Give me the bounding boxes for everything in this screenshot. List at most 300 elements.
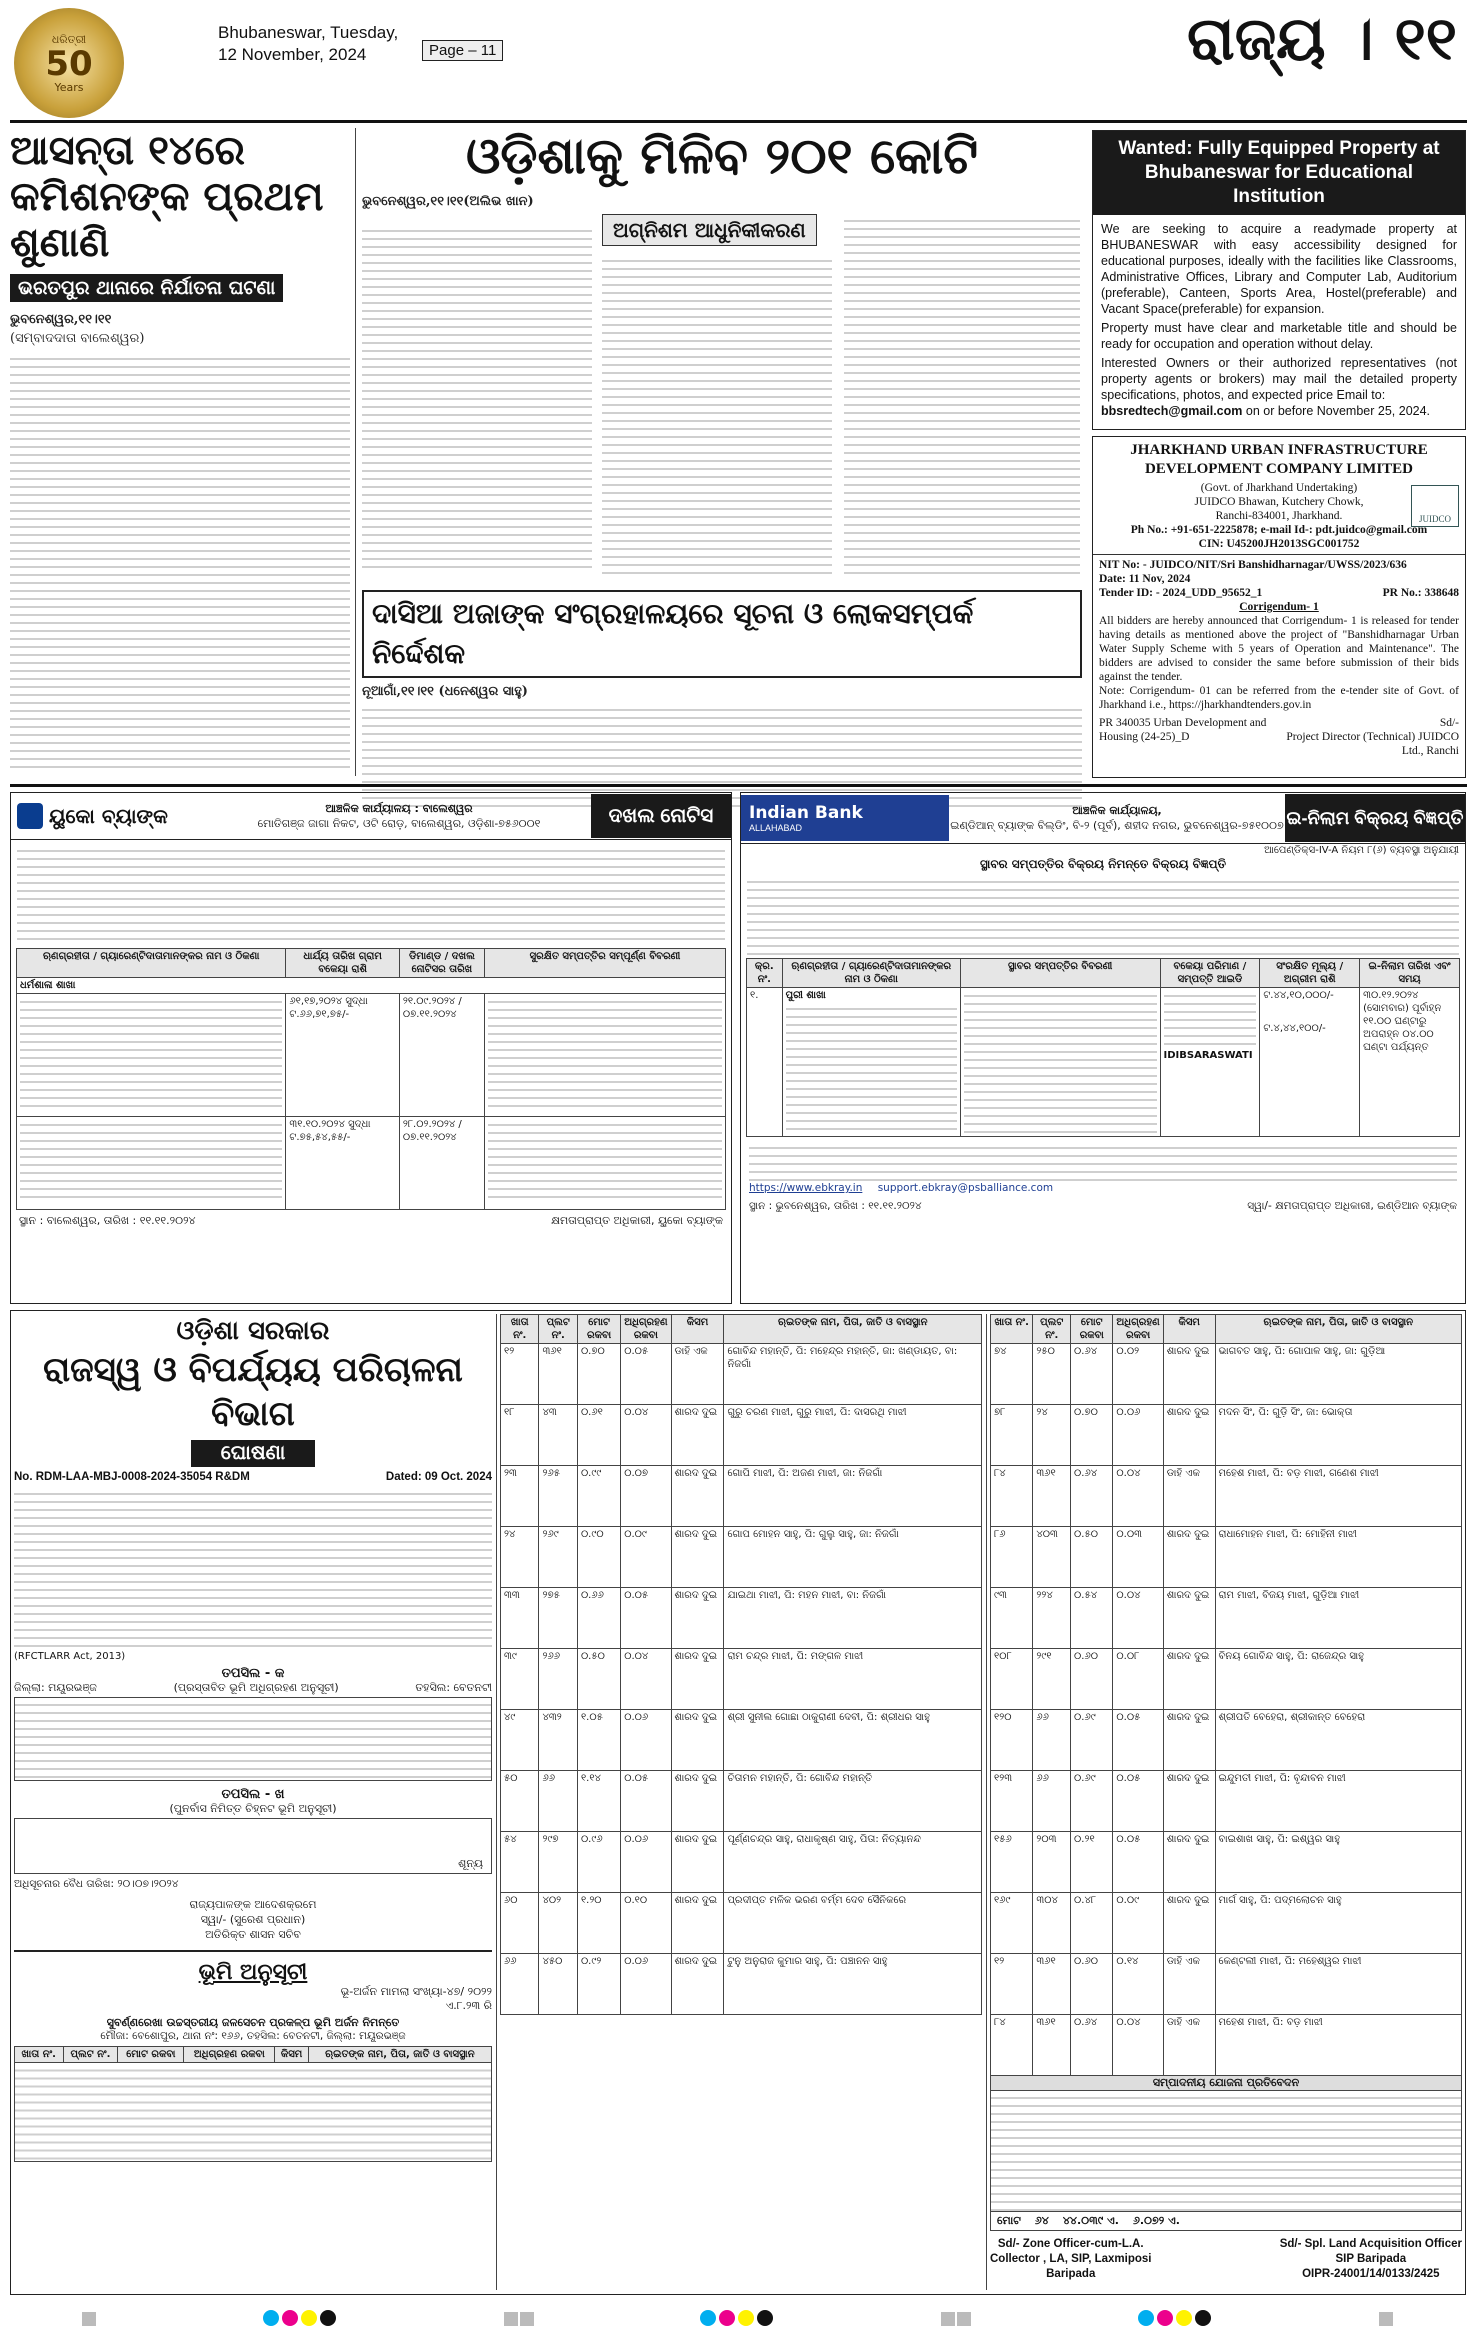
logo-years: 50 [45, 43, 93, 84]
left-cell: ୦.୫୦ [577, 1649, 620, 1710]
right-cell: ୨୦୩ [1033, 1832, 1071, 1893]
ad-uco-prop-2-text [488, 1118, 722, 1204]
ad-ib-property-text [964, 989, 1157, 1135]
logo-sub: Years [54, 80, 84, 94]
left-cell: ୦.୦୫ [621, 1771, 671, 1832]
story1-subhead: ଭରତପୁର ଥାନାରେ ନିର୍ଯାତନା ଘଟଣା [10, 274, 283, 302]
right-cell: ୦.୬୦ [1071, 1954, 1113, 2015]
ad-ib-head-row [747, 959, 1460, 988]
ad-uco-col4: ସୁରକ୍ଷିତ ସମ୍ପତ୍ତିର ସମ୍ପୂର୍ଣ୍ଣ ବିବରଣୀ [484, 949, 725, 978]
ad-jh-title: JHARKHAND URBAN INFRASTRUCTURE DEVELOPMENT COMPANY LIMITED [1130, 442, 1428, 477]
ad-uco-borrower-1-text [20, 995, 282, 1111]
table-row [991, 1710, 1462, 1771]
right-cell: ୨୪ [1033, 1405, 1071, 1466]
left-cell: ୪୫୦ [539, 1954, 577, 2015]
ad-ib-property [960, 988, 1160, 1137]
land-sig-right-1: Sd/- Spl. Land Acquisition Officer [1279, 2238, 1462, 2250]
left-cell: ୦.୦୫ [621, 1588, 671, 1649]
ad-ib-amount [1160, 988, 1260, 1137]
land-small-h0: ଖାତା ନଂ. [15, 2047, 64, 2063]
left-cell: ଶାରଦ ଦୁଇ [671, 1466, 724, 1527]
right-cell: ଡାହି ଏକ [1163, 1954, 1215, 2015]
right-cell: ୦.୦୫ [1113, 1832, 1163, 1893]
govt-district: ଜିଲ୍ଲା: ମୟୂରଭଞ୍ଜ [14, 1681, 97, 1694]
left-cell: ଶ୍ରୀ ସୁନୀଲ ଗୋଛା ଠାକୁରାଣୀ ଦେବୀ, ପି: ଶ୍ରୀଧର ସାହୁ [724, 1710, 982, 1771]
land-table-left-small-head [15, 2047, 492, 2063]
land-sig-right [1280, 2237, 1462, 2282]
reg-gray-1 [82, 2311, 98, 2330]
ad-ib-footer [741, 1137, 1465, 1217]
land-small-body [15, 2063, 492, 2162]
land-table-middle [500, 1314, 982, 2290]
ad-wanted-deadline: on or before November 25, 2024. [1245, 404, 1431, 418]
right-cell: ୦.୦୬ [1113, 1405, 1163, 1466]
govt-signed2: ସ୍ୱା/- (ସୁରେଶ ପ୍ରଧାନ) [200, 1913, 306, 1926]
ad-ib-col4: ବକେୟା ପରିମାଣ / ସମ୍ପତ୍ତି ଆଇଡି [1160, 959, 1260, 988]
story2-dateline: ଭୁବନେଶ୍ୱର,୧୧।୧୧(ଅଲିଭ ଖାନ) [362, 194, 534, 209]
left-cell: ୨୬୯ [539, 1527, 577, 1588]
land-total-row [990, 2212, 1462, 2231]
left-cell: ଶାରଦ ଦୁଇ [671, 1832, 724, 1893]
right-cell: ୦.୦୯ [1113, 1893, 1163, 1954]
land-total-label: ମୋଟ [997, 2214, 1021, 2227]
right-cell: ବାଇଶାଖ ସାହୁ, ପି: ଇଶ୍ୱର ସାହୁ [1215, 1832, 1461, 1893]
table-row [15, 2063, 492, 2162]
govt-title1: ଓଡ଼ିଶା ସରକାର [176, 1316, 330, 1346]
section-label: ରାଜ୍ୟ । [1187, 4, 1374, 74]
story3-dateline: ନୂଆଗାଁ,୧୧।୧୧ (ଧନେଶ୍ୱର ସାହୁ) [362, 684, 528, 699]
govt-col-divider-2 [986, 1314, 987, 2290]
govt-case-date: ଏ.୮.୨୩ ରି [445, 1999, 492, 2012]
left-cell: ୨୩ [501, 1466, 539, 1527]
table-row [501, 1954, 982, 2015]
ad-ib-id: IDIBSARASWATI [1163, 1050, 1253, 1061]
right-cell: ୦.୬୪ [1071, 1344, 1113, 1405]
ad-uco-prop-2 [484, 1117, 725, 1210]
ad-wanted-email[interactable]: bbsredtech@gmail.com [1101, 404, 1243, 418]
right-cell: ଶ୍ରୀପତି ବେହେରା, ଶ୍ରୀକାନ୍ତ ବେହେରା [1215, 1710, 1461, 1771]
ad-uco-date-2: ୨୮.୦୨.୨୦୨୪ / ୦୭.୧୧.୨୦୨୪ [399, 1117, 484, 1210]
left-cell: ୦.୯୯ [577, 1466, 620, 1527]
right-cell: ୩୬୧ [1033, 2015, 1071, 2076]
land-sig-right-3: OIPR-24001/14/0133/2425 [1302, 2268, 1440, 2280]
land-sig-left-3: Baripada [1046, 2268, 1096, 2280]
left-cell: ଗୋପ ମୋହନ ସାହୁ, ପି: ଗୁଲୁ ସାହୁ, ଜା: ନିଜଗାଁ [724, 1527, 982, 1588]
land-rh3: ଅଧିଗ୍ରହଣ ରକବା [1113, 1315, 1163, 1344]
right-cell: ୦.୧୪ [1113, 1954, 1163, 2015]
ad-uco-place: ସ୍ଥାନ : ବାଲେଶ୍ୱର, ତାରିଖ : ୧୧.୧୧.୨୦୨୪ [19, 1214, 196, 1227]
govt-nil: ଶୂନ୍ୟ [458, 1857, 483, 1870]
table-row [991, 2015, 1462, 2076]
ad-ib-amount-text [1164, 989, 1257, 1049]
left-cell: ୦.୯୨ [577, 1954, 620, 2015]
print-registration-marks [0, 2305, 1477, 2335]
land-h0: ଖାତା ନଂ. [501, 1315, 539, 1344]
ad-ib-col1: କ୍ର. ନଂ. [747, 959, 783, 988]
right-cell: ୦.୭୦ [1071, 1405, 1113, 1466]
ad-uco-borrower-1 [17, 994, 286, 1117]
land-total-plots: ୬୪ [1034, 2214, 1049, 2227]
left-cell: ୨୯୭ [539, 1832, 577, 1893]
ad-ib-reserve [1260, 988, 1360, 1137]
govt-signed: ରାଜ୍ୟପାଳଙ୍କ ଆଦେଶକ୍ରମେ [189, 1898, 317, 1911]
land-table-right-wrap [990, 1314, 1462, 2290]
story2-headline: ଓଡ଼ିଶାକୁ ମିଳିବ ୨୦୧ କୋଟି [465, 127, 979, 185]
ad-jh-contact: Ph No.: +91-651-2225878; e-mail Id-: pdt.juidco@gmail.com [1130, 524, 1428, 536]
left-cell: ଶାରଦ ଦୁଇ [671, 1771, 724, 1832]
ad-uco-office-block [207, 801, 591, 831]
land-right-rows [991, 1344, 1462, 2076]
left-cell: ଟୁନୁ ଅନୁରାଜ କୁମାର ସାହୁ, ପି: ପଞ୍ଚାନନ ସାହୁ [724, 1954, 982, 2015]
land-small-h4: କିସମ [275, 2047, 308, 2063]
dateline-date: 12 November, 2024 [218, 45, 367, 64]
left-cell: ୦.୯୦ [577, 1527, 620, 1588]
story2-subhead: ଅଗ୍ନିଶମ ଆଧୁନିକୀକରଣ [602, 214, 817, 246]
land-rh2: ମୋଟ ରକବା [1071, 1315, 1113, 1344]
ad-wanted-property [1092, 130, 1466, 430]
ad-uco-branch: ଧର୍ମଶାଳା ଶାଖା [17, 978, 726, 994]
ad-uco-col1: ଋଣଗ୍ରହୀତା / ଗ୍ୟାରେଣ୍ଟିଦାତାମାନଙ୍କର ନାମ ଓ ଠିକଣା [17, 949, 286, 978]
ad-wanted-p3: Interested Owners or their authorized representatives (not property agents or brokers) may mail the detailed property specifications, photos, and expected price Email to: [1101, 356, 1457, 402]
table-row [991, 1405, 1462, 1466]
right-cell: ୦.୦୪ [1113, 2015, 1163, 2076]
reg-cmyk-1 [263, 2310, 339, 2330]
ad-uco-col3: ଡିମାଣ୍ଡ / ଦଖଲ ନୋଟିସର ତାରିଖ [399, 949, 484, 978]
left-cell: ଶାରଦ ଦୁଇ [671, 1893, 724, 1954]
right-cell: ୦.୪୮ [1071, 1893, 1113, 1954]
ad-ib-header [741, 793, 1465, 844]
right-cell: ଶାରଦ ଦୁଇ [1163, 1527, 1215, 1588]
govt-preamble [14, 1487, 492, 1647]
land-subheading: ସମ୍ପାଦନୀୟ ଯୋଜନା ପ୍ରତିବେଦନ [990, 2076, 1462, 2091]
ad-jh-subheader [1093, 481, 1465, 555]
ad-ib-col6: ଇ-ନିଲାମ ତାରିଖ ଏବଂ ସମୟ [1360, 959, 1460, 988]
right-cell: ୧୨୦ [991, 1710, 1033, 1771]
ad-ib-logo-en: Indian Bank [749, 803, 863, 823]
right-cell: ଶାରଦ ଦୁଇ [1163, 1771, 1215, 1832]
left-cell: ପ୍ରଦୀପ୍ତ ମଳିକ ଭରଣ ବର୍ମ୍ମ ଦେବ ସୈନିକରେ [724, 1893, 982, 1954]
left-cell: ଶାରଦ ଦୁଇ [671, 1649, 724, 1710]
right-cell: ଶାରଦ ଦୁଇ [1163, 1588, 1215, 1649]
land-rh0: ଖାତା ନଂ. [991, 1315, 1033, 1344]
left-cell: ୦.୦୫ [621, 1344, 671, 1405]
indian-bank-logo-icon [741, 795, 949, 841]
ad-ib-table [746, 958, 1460, 1137]
ad-uco-header [11, 793, 731, 840]
ad-ib-place: ସ୍ଥାନ : ଭୁବନେଶ୍ୱର, ତାରିଖ : ୧୧.୧୧.୨୦୨୪ [749, 1200, 922, 1212]
govt-purpose: ସୁବର୍ଣ୍ଣରେଖା ଉଚ୍ଚସ୍ତରୀୟ ଜଳସେଚନ ପ୍ରକଳ୍ପ ଭୂମି ଅର୍ଜନ ନିମନ୍ତେ [106, 2016, 400, 2029]
ad-uco-title: ଦଖଲ ନୋଟିସ [591, 794, 731, 838]
right-cell: ଶାରଦ ଦୁଇ [1163, 1649, 1215, 1710]
ad-uco-table [16, 948, 726, 1210]
left-cell: ୧.୦୫ [577, 1710, 620, 1771]
right-cell: ଶାରଦ ଦୁଇ [1163, 1893, 1215, 1954]
table-row [501, 1405, 982, 1466]
ad-uco-prop-1 [484, 994, 725, 1117]
table-row [501, 1771, 982, 1832]
ad-ib-sign-row [749, 1199, 1457, 1213]
ad-jh-sub2: JUIDCO Bhawan, Kutchery Chowk, [1194, 496, 1364, 508]
land-table-right-head [991, 1315, 1462, 1344]
land-sig-left-2: Collector , LA, SIP, Laxmiposi [990, 2253, 1152, 2265]
ad-ib-office-block [949, 803, 1285, 833]
govt-col-divider-1 [496, 1314, 497, 2290]
ad-jh-signatory: Project Director (Technical) JUIDCO Ltd., Ranchi [1286, 731, 1459, 757]
story2-col1 [362, 224, 592, 574]
table-row [991, 1649, 1462, 1710]
ad-ib-col5: ସଂରକ୍ଷିତ ମୂଲ୍ୟ / ଅଗ୍ରୀମ ରାଶି [1260, 959, 1360, 988]
right-cell: ଶାରଦ ଦୁଇ [1163, 1710, 1215, 1771]
story1-headline-2: କମିଶନଙ୍କ ପ୍ରଥମ ଶୁଣାଣି [10, 174, 324, 266]
ad-uco-prop-1-text [488, 995, 722, 1111]
land-total-acq: ୬.୦୭୨ ଏ. [1132, 2214, 1180, 2227]
govt-left-column [14, 1314, 492, 2290]
govt-law: (RFCTLARR Act, 2013) [14, 1651, 126, 1662]
left-cell: ୦.୬୬ [577, 1588, 620, 1649]
story1-headline-1: ଆସନ୍ତା ୧୪ରେ [10, 128, 245, 174]
section-title [1187, 6, 1457, 72]
table-row [17, 1117, 726, 1210]
ad-ib-signatory: ସ୍ୱା/- କ୍ଷମତାପ୍ରାପ୍ତ ଅଧିକାରୀ, ଇଣ୍ଡିଆନ ବ୍ୟାଙ୍କ [1247, 1200, 1457, 1212]
dateline [218, 22, 398, 66]
govt-schedule-a-meta [14, 1681, 492, 1695]
ad-ib-emd: ଟ.୪,୪୪,୧୦୦/- [1263, 1023, 1326, 1034]
land-left-rows [501, 1344, 982, 2015]
left-cell: ୧.୨୦ [577, 1893, 620, 1954]
ad-jh-pr-footer: PR 340035 Urban Development and Housing (24-25)_D [1099, 717, 1267, 743]
left-cell: ୨୬୬ [539, 1649, 577, 1710]
story-odisha-201-crore [362, 124, 1082, 584]
land-h4: କିସମ [671, 1315, 724, 1344]
ad-jh-note: Note: Corrigendum- 01 can be referred from the e-tender site of Govt. of Jharkhand i.e., https://jharkhandtenders.gov.in [1099, 685, 1459, 711]
ad-jh-tender: Tender ID: - 2024_UDD_95652_1 [1099, 587, 1263, 599]
left-cell: ଡାହି ଏକ [671, 1344, 724, 1405]
right-cell: ୦.୫୦ [1071, 1527, 1113, 1588]
land-table-right [990, 1314, 1462, 2076]
right-cell: ୦.୦୩ [1113, 1527, 1163, 1588]
land-small-h3: ଅଧିଗ୍ରହଣ ରକବା [184, 2047, 275, 2063]
table-row [991, 1893, 1462, 1954]
uco-logo-icon [17, 803, 43, 829]
left-cell: ୪୩୨ [539, 1710, 577, 1771]
left-cell: ୧.୧୪ [577, 1771, 620, 1832]
ad-ib-borrower-text [786, 1002, 957, 1132]
left-cell: ପୂର୍ଣ୍ଣଚନ୍ଦ୍ର ସାହୁ, ରାଧାକୃଷ୍ଣ ସାହୁ, ପିତା: ନିତ୍ୟାନନ୍ଦ [724, 1832, 982, 1893]
left-cell: ୪୩ [539, 1405, 577, 1466]
ad-ib-email[interactable]: support.ebkray@psballiance.com [877, 1182, 1054, 1194]
dateline-city: Bhubaneswar, Tuesday, [218, 23, 399, 42]
story1-byline: (ସମ୍ବାଦଦାତା ବାଲେଶ୍ୱର) [10, 331, 145, 346]
left-cell: ୬୦ [501, 1893, 539, 1954]
ad-jh-ids [1099, 586, 1459, 600]
left-cell: ଚିତାମନ ମହାନ୍ତି, ପି: ଗୋବିନ୍ଦ ମହାନ୍ତି [724, 1771, 982, 1832]
left-cell: ଗୋପି ମାଝୀ, ପି: ଅଜଣ ମାଝୀ, ଜା: ନିଜଗାଁ [724, 1466, 982, 1527]
ad-uco-col2: ଧାର୍ଯ୍ୟ ତାରିଖ ଗ୍ରାମ ବକେୟା ରାଶି [286, 949, 399, 978]
right-cell: ୦.୬୪ [1071, 2015, 1113, 2076]
ad-wanted-title: Wanted: Fully Equipped Property at Bhubaneswar for Educational Institution [1093, 131, 1465, 215]
ad-jh-body [1093, 555, 1465, 761]
dharitri-50-years-logo [14, 8, 124, 118]
ad-jh-logo: JUIDCO [1418, 514, 1451, 524]
left-cell: ୦.୦୬ [621, 1710, 671, 1771]
govt-schedule-a-table [14, 1697, 492, 1781]
ad-wanted-body [1093, 215, 1465, 425]
right-cell: ୦.୬୦ [1071, 1649, 1113, 1710]
ad-uco-footer [11, 1210, 731, 1232]
right-cell: ୯୩ [991, 1588, 1033, 1649]
ad-uco-address: ମୋତିଗଞ୍ଜ ଜାଗା ନିକଟ, ଓଟି ରୋଡ଼, ବାଲେଶ୍ୱର, ଓଡ଼ିଶା-୭୫୬୦୦୧ [257, 817, 541, 830]
ad-wanted-p1: We are seeking to acquire a readymade property at BHUBANESWAR with easy accessibility designed for educational purposes, ideally with the facilities like Classrooms, Administrative Offices, Library and Computer Lab, Auditorium (preferable), Canteen, Sports Area, Hostel(preferable) and Vacant Space(preferable) for expansion. [1101, 222, 1457, 316]
land-rh4: କିସମ [1163, 1315, 1215, 1344]
page-tag: Page – 11 [422, 40, 503, 61]
table-row [17, 994, 726, 1117]
ad-ib-title: ଇ-ନିଲାମ ବିକ୍ରୟ ବିଜ୍ଞପ୍ତି [1285, 794, 1465, 842]
story3-headline: ଦାସିଆ ଅଜାଙ୍କ ସଂଗ୍ରହାଳୟରେ ସୂଚନା ଓ ଲୋକସମ୍ପର୍କ ନିର୍ଦ୍ଦେଶକ [362, 590, 1082, 678]
left-cell: ୨୪ [501, 1527, 539, 1588]
right-cell: ମଦନ ସିଂ, ପି: ଗୁଡ଼ି ସିଂ, ଜା: ଭୋକ୍ତା [1215, 1405, 1461, 1466]
ad-jh-pr: PR No.: 338648 [1382, 587, 1459, 599]
right-cell: ୩୦୪ [1033, 1893, 1071, 1954]
left-cell: ଯାଇଥା ମାଝୀ, ପି: ମହନ ମାଝୀ, ବା: ନିଜଗାଁ [724, 1588, 982, 1649]
left-cell: ୦.୧୦ [621, 1893, 671, 1954]
story-dasia-museum [362, 590, 1082, 778]
govt-ghoshana: ଘୋଷଣା [191, 1440, 316, 1467]
left-cell: ୦.୬୧ [577, 1405, 620, 1466]
story1-text-columns [10, 352, 350, 770]
land-rh5: ଋଇତଙ୍କ ନାମ, ପିତା, ଜାତି ଓ ବାସସ୍ଥାନ [1215, 1315, 1461, 1344]
right-cell: ୧୨ [991, 1954, 1033, 2015]
govt-divider [14, 1950, 492, 1952]
govt-no-row [14, 1471, 492, 1483]
land-table-left-small [14, 2046, 492, 2162]
govt-mouza: ମୌଜା: ବେଶୋପୁର, ଥାନା ନଂ: ୧୬୬, ତହସିଲ: ବେତନଟୀ, ଜିଲ୍ଲା: ମୟୂରଭଞ୍ଜ [100, 2030, 406, 2042]
left-cell: ୩୬୧ [539, 1344, 577, 1405]
ad-ib-intro [747, 875, 1459, 955]
ad-jharkhand-tender [1092, 436, 1466, 778]
story1-dateline: ଭୁବନେଶ୍ୱର,୧୧।୧୧ [10, 312, 112, 327]
govt-bhumi: ଭୂମି ଅନୁସୂଚୀ [198, 1960, 308, 1985]
ad-jh-sd: Sd/- [1439, 717, 1459, 729]
right-cell: ୬୬ [1033, 1771, 1071, 1832]
left-cell: ଗୋବିନ୍ଦ ମହାନ୍ତି, ପି: ମହେନ୍ଦ୍ର ମହାନ୍ତି, ଜା: ଖଣ୍ଡାୟତ, ବା: ନିଜଗାଁ [724, 1344, 982, 1405]
ad-uco-bank: ୟୁକୋ ବ୍ୟାଙ୍କ [49, 804, 168, 828]
right-cell: ଇନ୍ଦୁମତୀ ମାଝୀ, ପି: ବୃନ୍ଦାବନ ମାଝୀ [1215, 1771, 1461, 1832]
table-row [991, 1832, 1462, 1893]
ad-ib-sub: ଆପେଣ୍ଡିକ୍ସ-IV-A ନିୟମ ୮(୬) ବ୍ୟବସ୍ଥା ଅନୁଯାୟୀ [1264, 845, 1459, 856]
right-cell: ୦.୨୧ [1071, 1832, 1113, 1893]
ad-jh-sub3: Ranchi-834001, Jharkhand. [1215, 510, 1343, 522]
ad-uco-amt-1: ୬୧,୧୭,୨୦୨୪ ସୁଦ୍ଧା ଟ.୬୬,୭୧,୭୫/- [286, 994, 399, 1117]
ad-jh-footer [1099, 716, 1459, 758]
logo-text: ଧରିତ୍ରୀ [51, 32, 87, 46]
story1-body [10, 310, 350, 770]
right-cell: ୨୫୦ [1033, 1344, 1071, 1405]
land-small-h2: ମୋଟ ରକବା [118, 2047, 184, 2063]
right-cell: ୮୪ [991, 1466, 1033, 1527]
govt-dated: Dated: 09 Oct. 2024 [385, 1471, 492, 1483]
column-divider [355, 128, 356, 776]
left-cell: ୬୬ [539, 1771, 577, 1832]
ad-ib-website[interactable]: https://www.ebkray.in [749, 1182, 863, 1194]
story2-col2 [602, 254, 832, 574]
table-row [501, 1893, 982, 1954]
right-cell: ରାଧାମୋହନ ମାଝୀ, ପି: ମୋହିନୀ ମାଝୀ [1215, 1527, 1461, 1588]
govt-schedule-a-sub: (ପ୍ରସ୍ତାବିତ ଭୂମି ଅଧିଗ୍ରହଣ ଅନୁସୂଚୀ) [173, 1681, 339, 1694]
land-signatures [990, 2237, 1462, 2282]
right-cell: ଶାରଦ ଦୁଇ [1163, 1405, 1215, 1466]
ad-uco-branch-row [17, 978, 726, 994]
ad-wanted-p2: Property must have clear and marketable title and should be ready for occupation and operation without delay. [1101, 321, 1457, 351]
ad-uco-date-1: ୨୧.୦୯.୨୦୨୪ / ୦୭.୧୧.୨୦୨୪ [399, 994, 484, 1117]
right-cell: ୧୫୬ [991, 1832, 1033, 1893]
land-h5: ଋଇତଙ୍କ ନାମ, ପିତା, ଜାତି ଓ ବାସସ୍ଥାନ [724, 1315, 982, 1344]
ad-jh-sign [1286, 716, 1459, 758]
right-cell: ଡାହି ଏକ [1163, 2015, 1215, 2076]
govt-case: ଭୂ-ଅର୍ଜନ ମାମଲା ସଂଖ୍ୟା-୪୭/ ୨୦୨୨ [340, 1985, 492, 1998]
ad-ib-borrower [782, 988, 960, 1137]
ad-jh-date: Date: 11 Nov, 2024 [1099, 573, 1191, 585]
ad-ib-col3: ସ୍ଥାବର ସମ୍ପତ୍ତିର ବିବରଣୀ [960, 959, 1160, 988]
juidco-logo-icon [1411, 485, 1459, 527]
right-cell: ଶାରଦ ଦୁଇ [1163, 1344, 1215, 1405]
left-cell: ୧୨ [501, 1344, 539, 1405]
left-cell: ୦.୦୬ [621, 1832, 671, 1893]
left-cell: ଗୁରୁ ଚରଣ ମାଝୀ, ଗୁରୁ ମାଝୀ, ପି: ଦାସରଥି ମାଝୀ [724, 1405, 982, 1466]
ad-ib-auction-date: ୩୦.୧୨.୨୦୨୪ (ସୋମବାର) ପୂର୍ବାହ୍ନ ୧୧.୦୦ ଘଣ୍ଟାରୁ ଅପରାହ୍ନ ୦୪.୦୦ ଘଣ୍ଟା ପର୍ଯ୍ୟନ୍ତ [1360, 988, 1460, 1137]
left-cell: ରାମ ଚନ୍ଦ୍ର ମାଝୀ, ପି: ମଙ୍ଗଳ ମାଝୀ [724, 1649, 982, 1710]
right-cell: ୦.୦୨ [1113, 1344, 1163, 1405]
right-cell: ୦.୫୪ [1071, 1588, 1113, 1649]
left-cell: ଶାରଦ ଦୁଇ [671, 1710, 724, 1771]
right-cell: ୩୬୧ [1033, 1466, 1071, 1527]
govt-schedule-b-table [14, 1818, 492, 1874]
land-table-left [500, 1314, 982, 2015]
left-cell: ୬୬ [501, 1954, 539, 2015]
govt-ghoshana-wrap [14, 1440, 492, 1467]
right-cell: ୧୬୯ [991, 1893, 1033, 1954]
table-row [991, 1771, 1462, 1832]
ad-uco-intro [17, 844, 725, 944]
right-cell: ୦.୦୫ [1113, 1710, 1163, 1771]
ad-uco-amt-2: ୩୧.୧୦.୨୦୨୪ ସୁଦ୍ଧା ଟ.୭୫,୫୪,୫୫/- [286, 1117, 399, 1210]
ad-uco-head-row [17, 949, 726, 978]
right-cell: କେଣ୍ଟଲୀ ମାଝୀ, ପି: ମହେଶ୍ୱର ମାଝୀ [1215, 1954, 1461, 2015]
right-cell: ୦.୬୯ [1071, 1771, 1113, 1832]
land-table-head [501, 1315, 982, 1344]
right-cell: ମହେଶ ମାଝୀ, ପି: ବଡ଼ ମାଝୀ, ଗଣେଶ ମାଝୀ [1215, 1466, 1461, 1527]
left-cell: ୦.୦୯ [621, 1527, 671, 1588]
left-cell: ୨୭୫ [539, 1588, 577, 1649]
right-cell: ୧୦୮ [991, 1649, 1033, 1710]
land-h1: ପ୍ଲଟ ନଂ. [539, 1315, 577, 1344]
reg-gray-4 [1379, 2311, 1395, 2330]
land-sig-left [990, 2237, 1151, 2282]
ad-uco-office: ଆଞ୍ଚଳିକ କାର୍ଯ୍ୟାଳୟ : ବାଲେଶ୍ୱର [325, 802, 473, 815]
right-cell: ୮୪ [991, 2015, 1033, 2076]
land-h2: ମୋଟ ରକବା [577, 1315, 620, 1344]
table-row [501, 1344, 982, 1405]
table-row [991, 1466, 1462, 1527]
land-rh1: ପ୍ଲଟ ନଂ. [1033, 1315, 1071, 1344]
story-hearing [10, 128, 350, 778]
left-cell: ଶାରଦ ଦୁଇ [671, 1588, 724, 1649]
reg-gray-3 [941, 2311, 973, 2330]
left-cell: ୦.୦୭ [621, 1466, 671, 1527]
ad-ib-headline: ସ୍ଥାବର ସମ୍ପତ୍ତିର ବିକ୍ରୟ ନିମନ୍ତେ ବିକ୍ରୟ ବିଜ୍ଞପ୍ତି [979, 857, 1227, 871]
ad-ib-logo-sub: ALLAHABAD [749, 823, 803, 833]
ad-jh-text: All bidders are hereby announced that Corrigendum- 1 is released for tender having details as mentioned above the project of "Banshidharnagar Urban Water Supply Scheme with 5 years of Operation and Maintenance". The bidders are advised to consider the same before submission of their bids against the tender. [1099, 615, 1459, 683]
ad-ib-reserve-val: ଟ.୪୪,୧୦,୦୦୦/- [1263, 990, 1334, 1001]
